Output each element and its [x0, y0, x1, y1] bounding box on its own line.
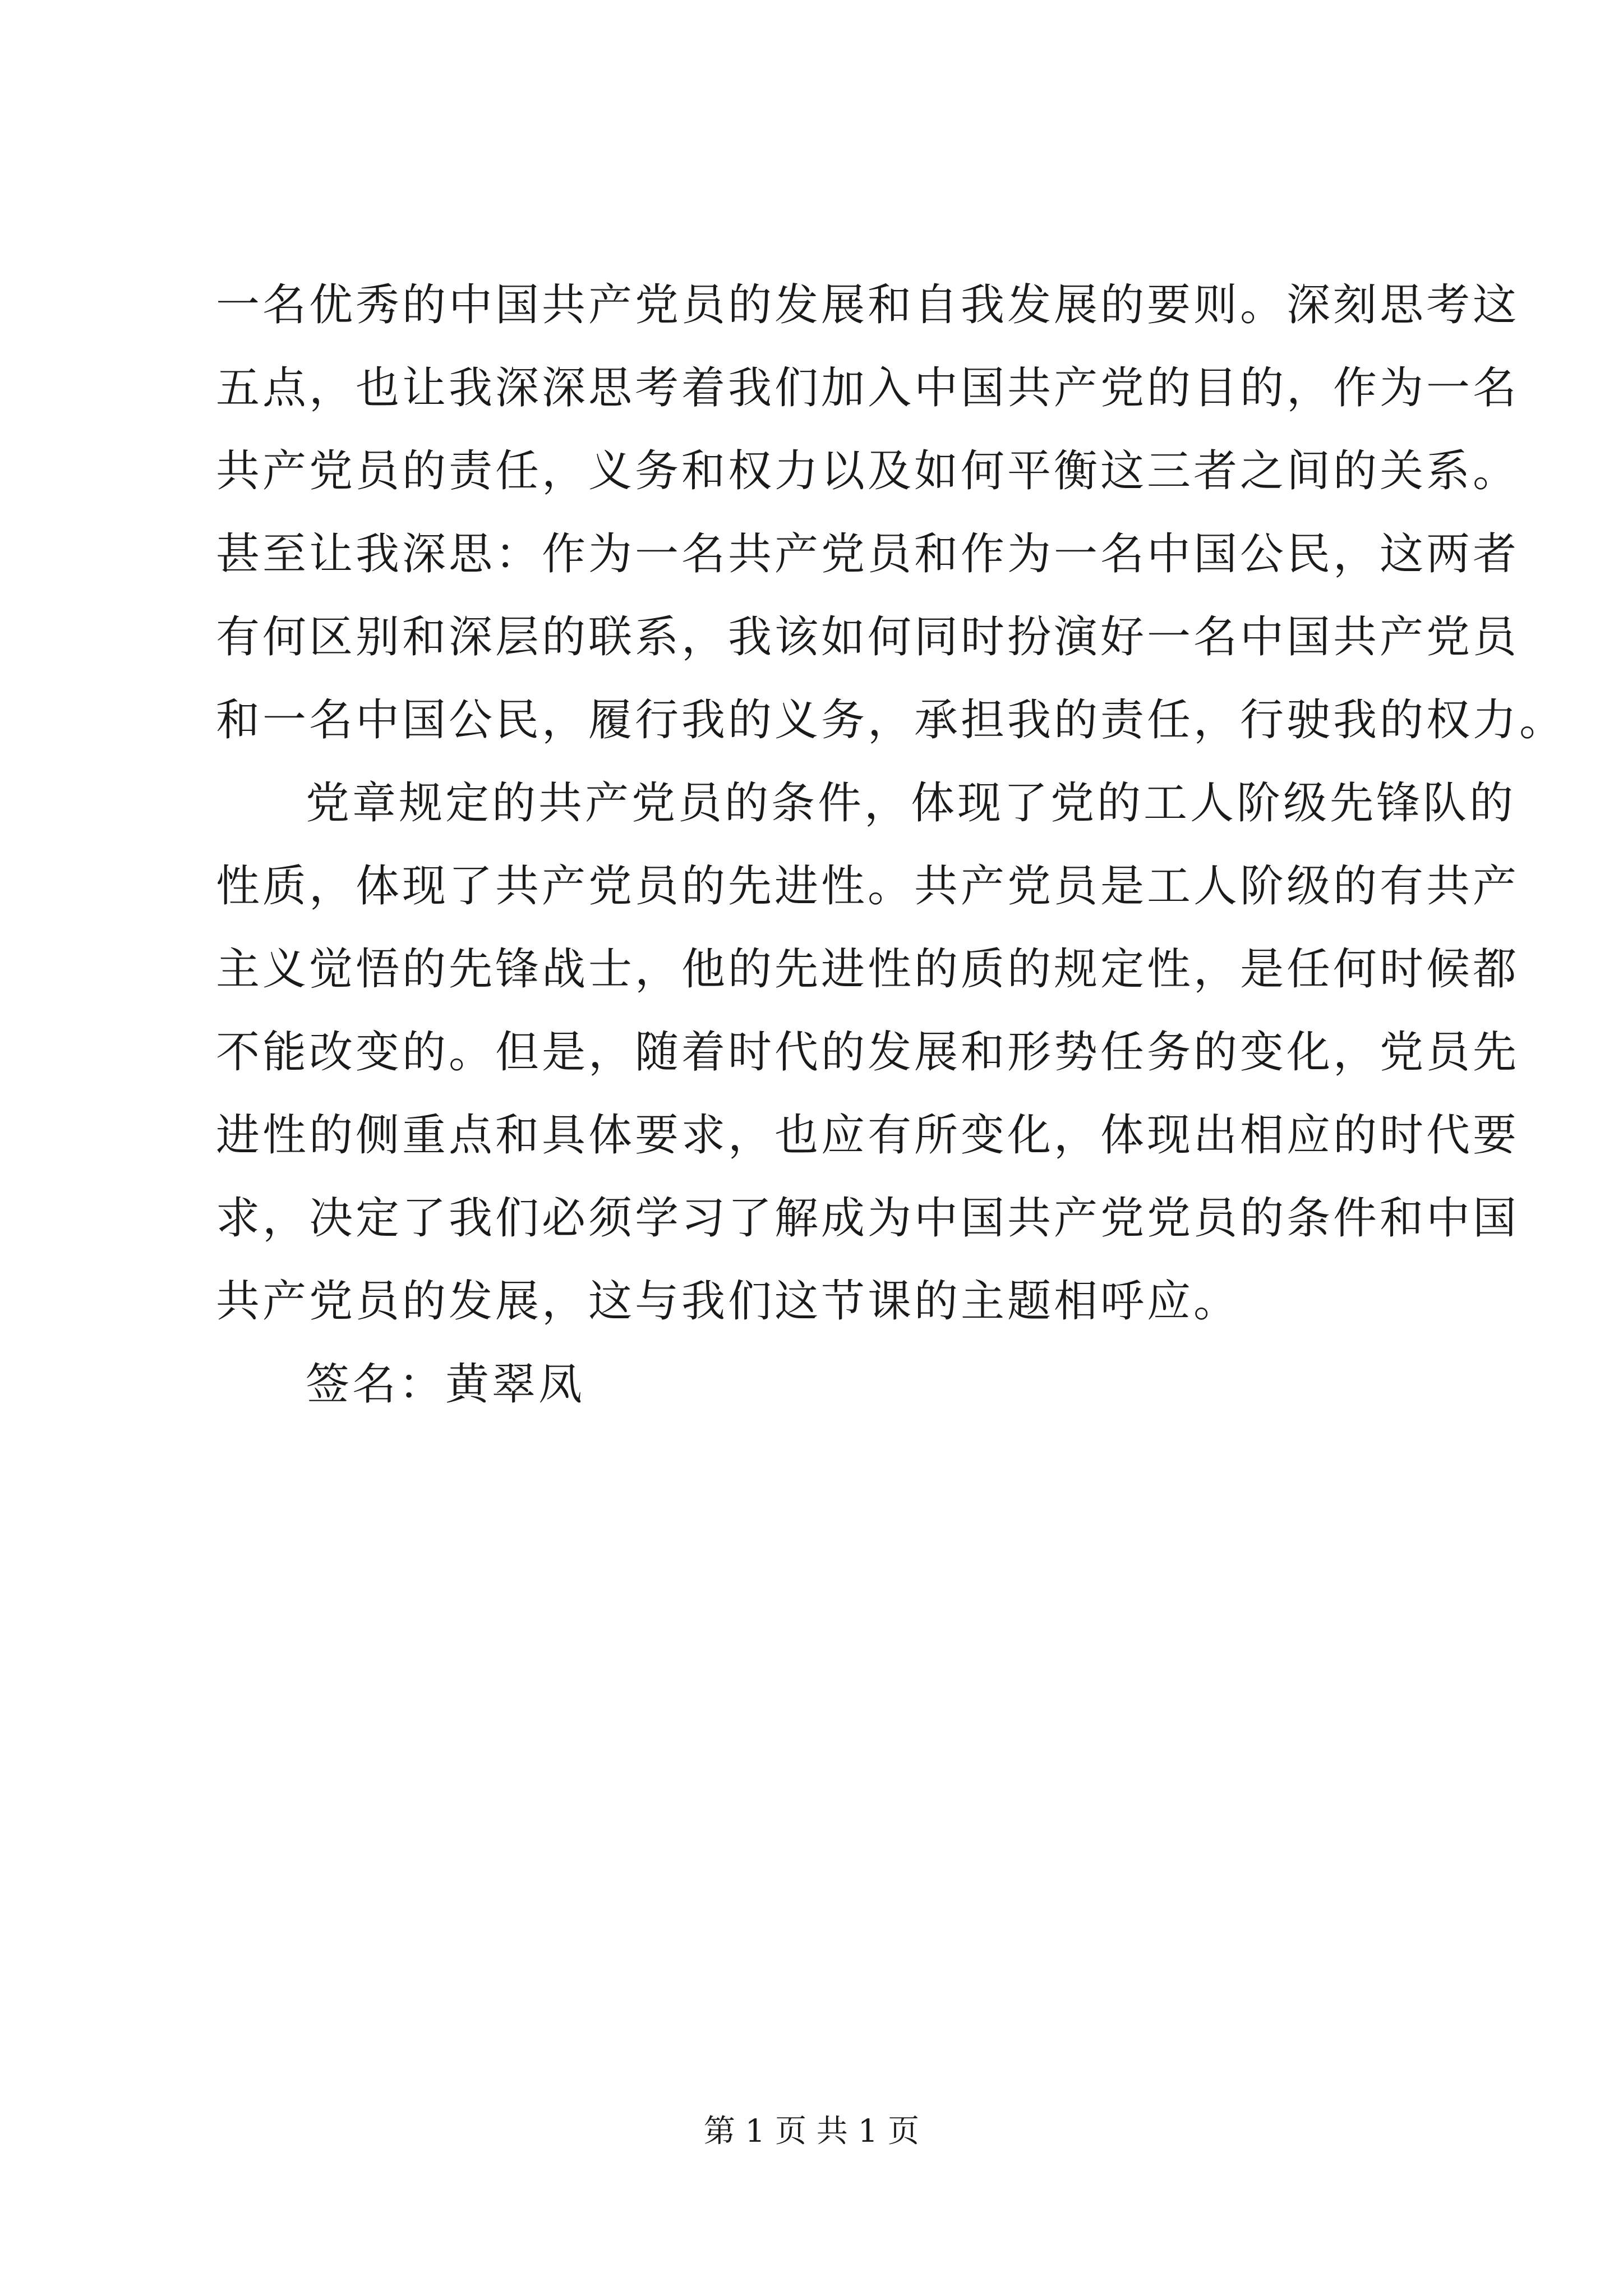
document-body: [216, 264, 1566, 1426]
text-line: 和一名中国公民，履行我的义务，承担我的责任，行驶我的权力。: [216, 695, 1566, 746]
text-line: 进性的侧重点和具体要求，也应有所变化，体现出相应的时代要: [216, 1110, 1520, 1161]
text-line: 不能改变的。但是，随着时代的发展和形势任务的变化，党员先: [216, 1027, 1520, 1078]
text-line: 主义觉悟的先锋战士，他的先进性的质的规定性，是任何时候都: [216, 944, 1520, 995]
text-line: 五点，也让我深深思考着我们加入中国共产党的目的，作为一名: [216, 363, 1520, 413]
page-footer: [0, 2109, 1623, 2154]
page-number: 第 1 页 共 1 页: [703, 2113, 920, 2150]
text-line: 性质，体现了共产党员的先进性。共产党员是工人阶级的有共产: [216, 861, 1520, 912]
text-line: 一名优秀的中国共产党员的发展和自我发展的要则。深刻思考这: [216, 280, 1520, 330]
text-line: 甚至让我深思：作为一名共产党员和作为一名中国公民，这两者: [216, 529, 1520, 579]
text-line: 共产党员的发展，这与我们这节课的主题相呼应。: [216, 1276, 1241, 1327]
signature-line: 签名：黄翠凤: [306, 1359, 585, 1410]
text-line: 共产党员的责任，义务和权力以及如何平衡这三者之间的关系。: [216, 446, 1520, 496]
text-line: 有何区别和深层的联系，我该如何同时扮演好一名中国共产党员: [216, 612, 1520, 662]
paragraph-start-line: 党章规定的共产党员的条件，体现了党的工人阶级先锋队的: [306, 778, 1516, 829]
text-line: 求，决定了我们必须学习了解成为中国共产党党员的条件和中国: [216, 1193, 1520, 1244]
